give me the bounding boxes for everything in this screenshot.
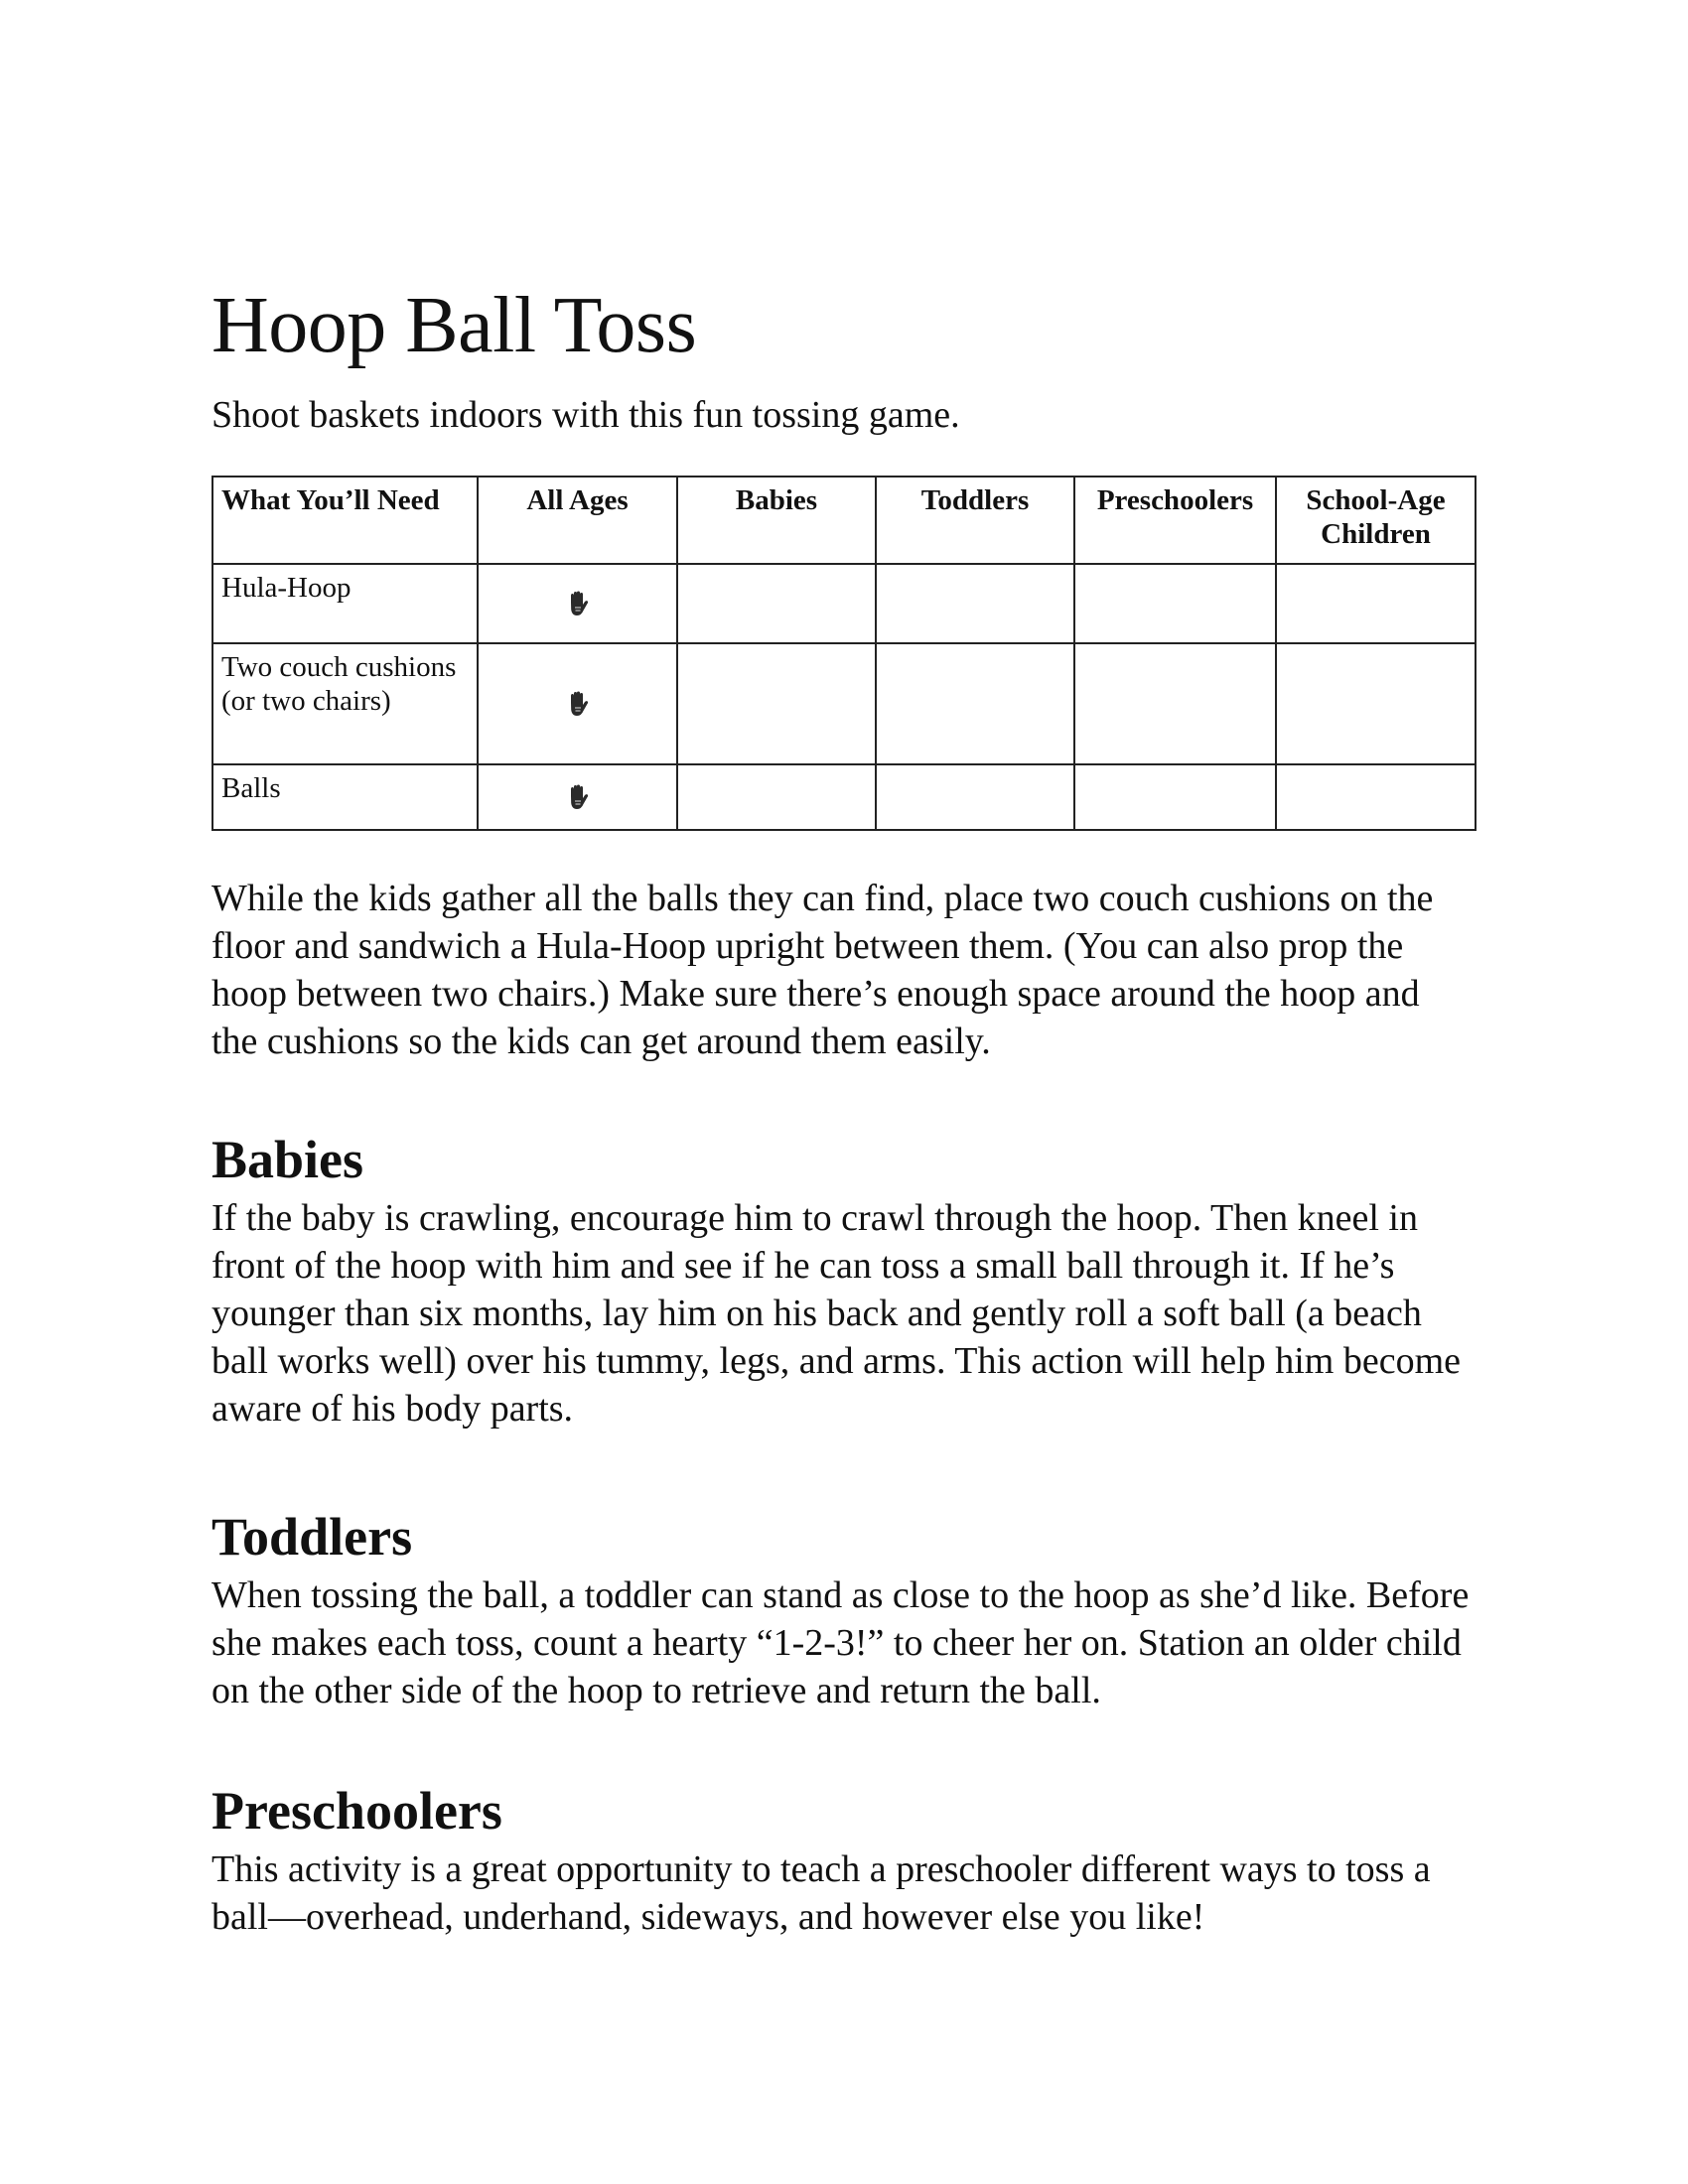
- header-toddlers: Toddlers: [876, 477, 1074, 564]
- table-row: [212, 643, 1476, 764]
- hand-icon: [566, 783, 590, 811]
- mark-cell-school-age: [1276, 564, 1476, 643]
- mark-cell-babies: [677, 643, 876, 764]
- table-row: [212, 564, 1476, 643]
- mark-cell-preschoolers: [1074, 643, 1276, 764]
- header-preschoolers: Preschoolers: [1074, 477, 1276, 564]
- mark-cell-school-age: [1276, 643, 1476, 764]
- hand-icon: [566, 690, 590, 718]
- mark-cell-all-ages: [478, 643, 677, 764]
- page-subtitle: Shoot baskets indoors with this fun tossing game.: [211, 394, 960, 436]
- supplies-table: [211, 476, 1477, 831]
- section-heading-preschoolers: Preschoolers: [211, 1780, 502, 1841]
- section-heading-toddlers: Toddlers: [211, 1506, 413, 1567]
- mark-cell-school-age: [1276, 764, 1476, 830]
- item-couch-cushions: Two couch cushions (or two chairs): [212, 643, 478, 764]
- section-body-toddlers: When tossing the ball, a toddler can stand as close to the hoop as she’d like. Before she makes each toss, count a hearty “1-2-3!” to cheer her on. Station an older child on the other side of the hoop to retrieve and return the ball.: [211, 1573, 1470, 1711]
- mark-cell-babies: [677, 764, 876, 830]
- section-heading-babies: Babies: [211, 1129, 364, 1189]
- mark-cell-babies: [677, 564, 876, 643]
- hand-icon: [566, 590, 590, 617]
- mark-cell-toddlers: [876, 564, 1074, 643]
- intro-paragraph: While the kids gather all the balls they can find, place two couch cushions on the floor and sandwich a Hula-Hoop upright between them. (You can also prop the hoop between two chairs.) Make sure there’s enough space around the hoop and the cushions so the kids can get around them easily.: [211, 877, 1434, 1062]
- table-header-row: [212, 477, 1476, 564]
- section-body-babies: If the baby is crawling, encourage him to crawl through the hoop. Then kneel in front of the hoop with him and see if he can toss a small ball through it. If he’s younger than six months, lay him on his back and gently roll a soft ball (a beach ball works well) over his tummy, legs, and arms. This action will help him become aware of his body parts.: [211, 1196, 1461, 1430]
- document-page: [211, 282, 1475, 1941]
- header-babies: Babies: [677, 477, 876, 564]
- mark-cell-toddlers: [876, 643, 1074, 764]
- page-title: Hoop Ball Toss: [211, 282, 697, 369]
- mark-cell-all-ages: [478, 764, 677, 830]
- header-what-youll-need: What You’ll Need: [212, 477, 478, 564]
- mark-cell-preschoolers: [1074, 764, 1276, 830]
- header-all-ages: All Ages: [478, 477, 677, 564]
- section-body-preschoolers: This activity is a great opportunity to teach a preschooler different ways to toss a ball—overhead, underhand, sideways, and however else you like!: [211, 1847, 1431, 1938]
- mark-cell-all-ages: [478, 564, 677, 643]
- item-balls: Balls: [212, 764, 478, 830]
- table-row: [212, 764, 1476, 830]
- mark-cell-preschoolers: [1074, 564, 1276, 643]
- header-school-age-children: School-Age Children: [1276, 477, 1476, 564]
- mark-cell-toddlers: [876, 764, 1074, 830]
- item-hula-hoop: Hula-Hoop: [212, 564, 478, 643]
